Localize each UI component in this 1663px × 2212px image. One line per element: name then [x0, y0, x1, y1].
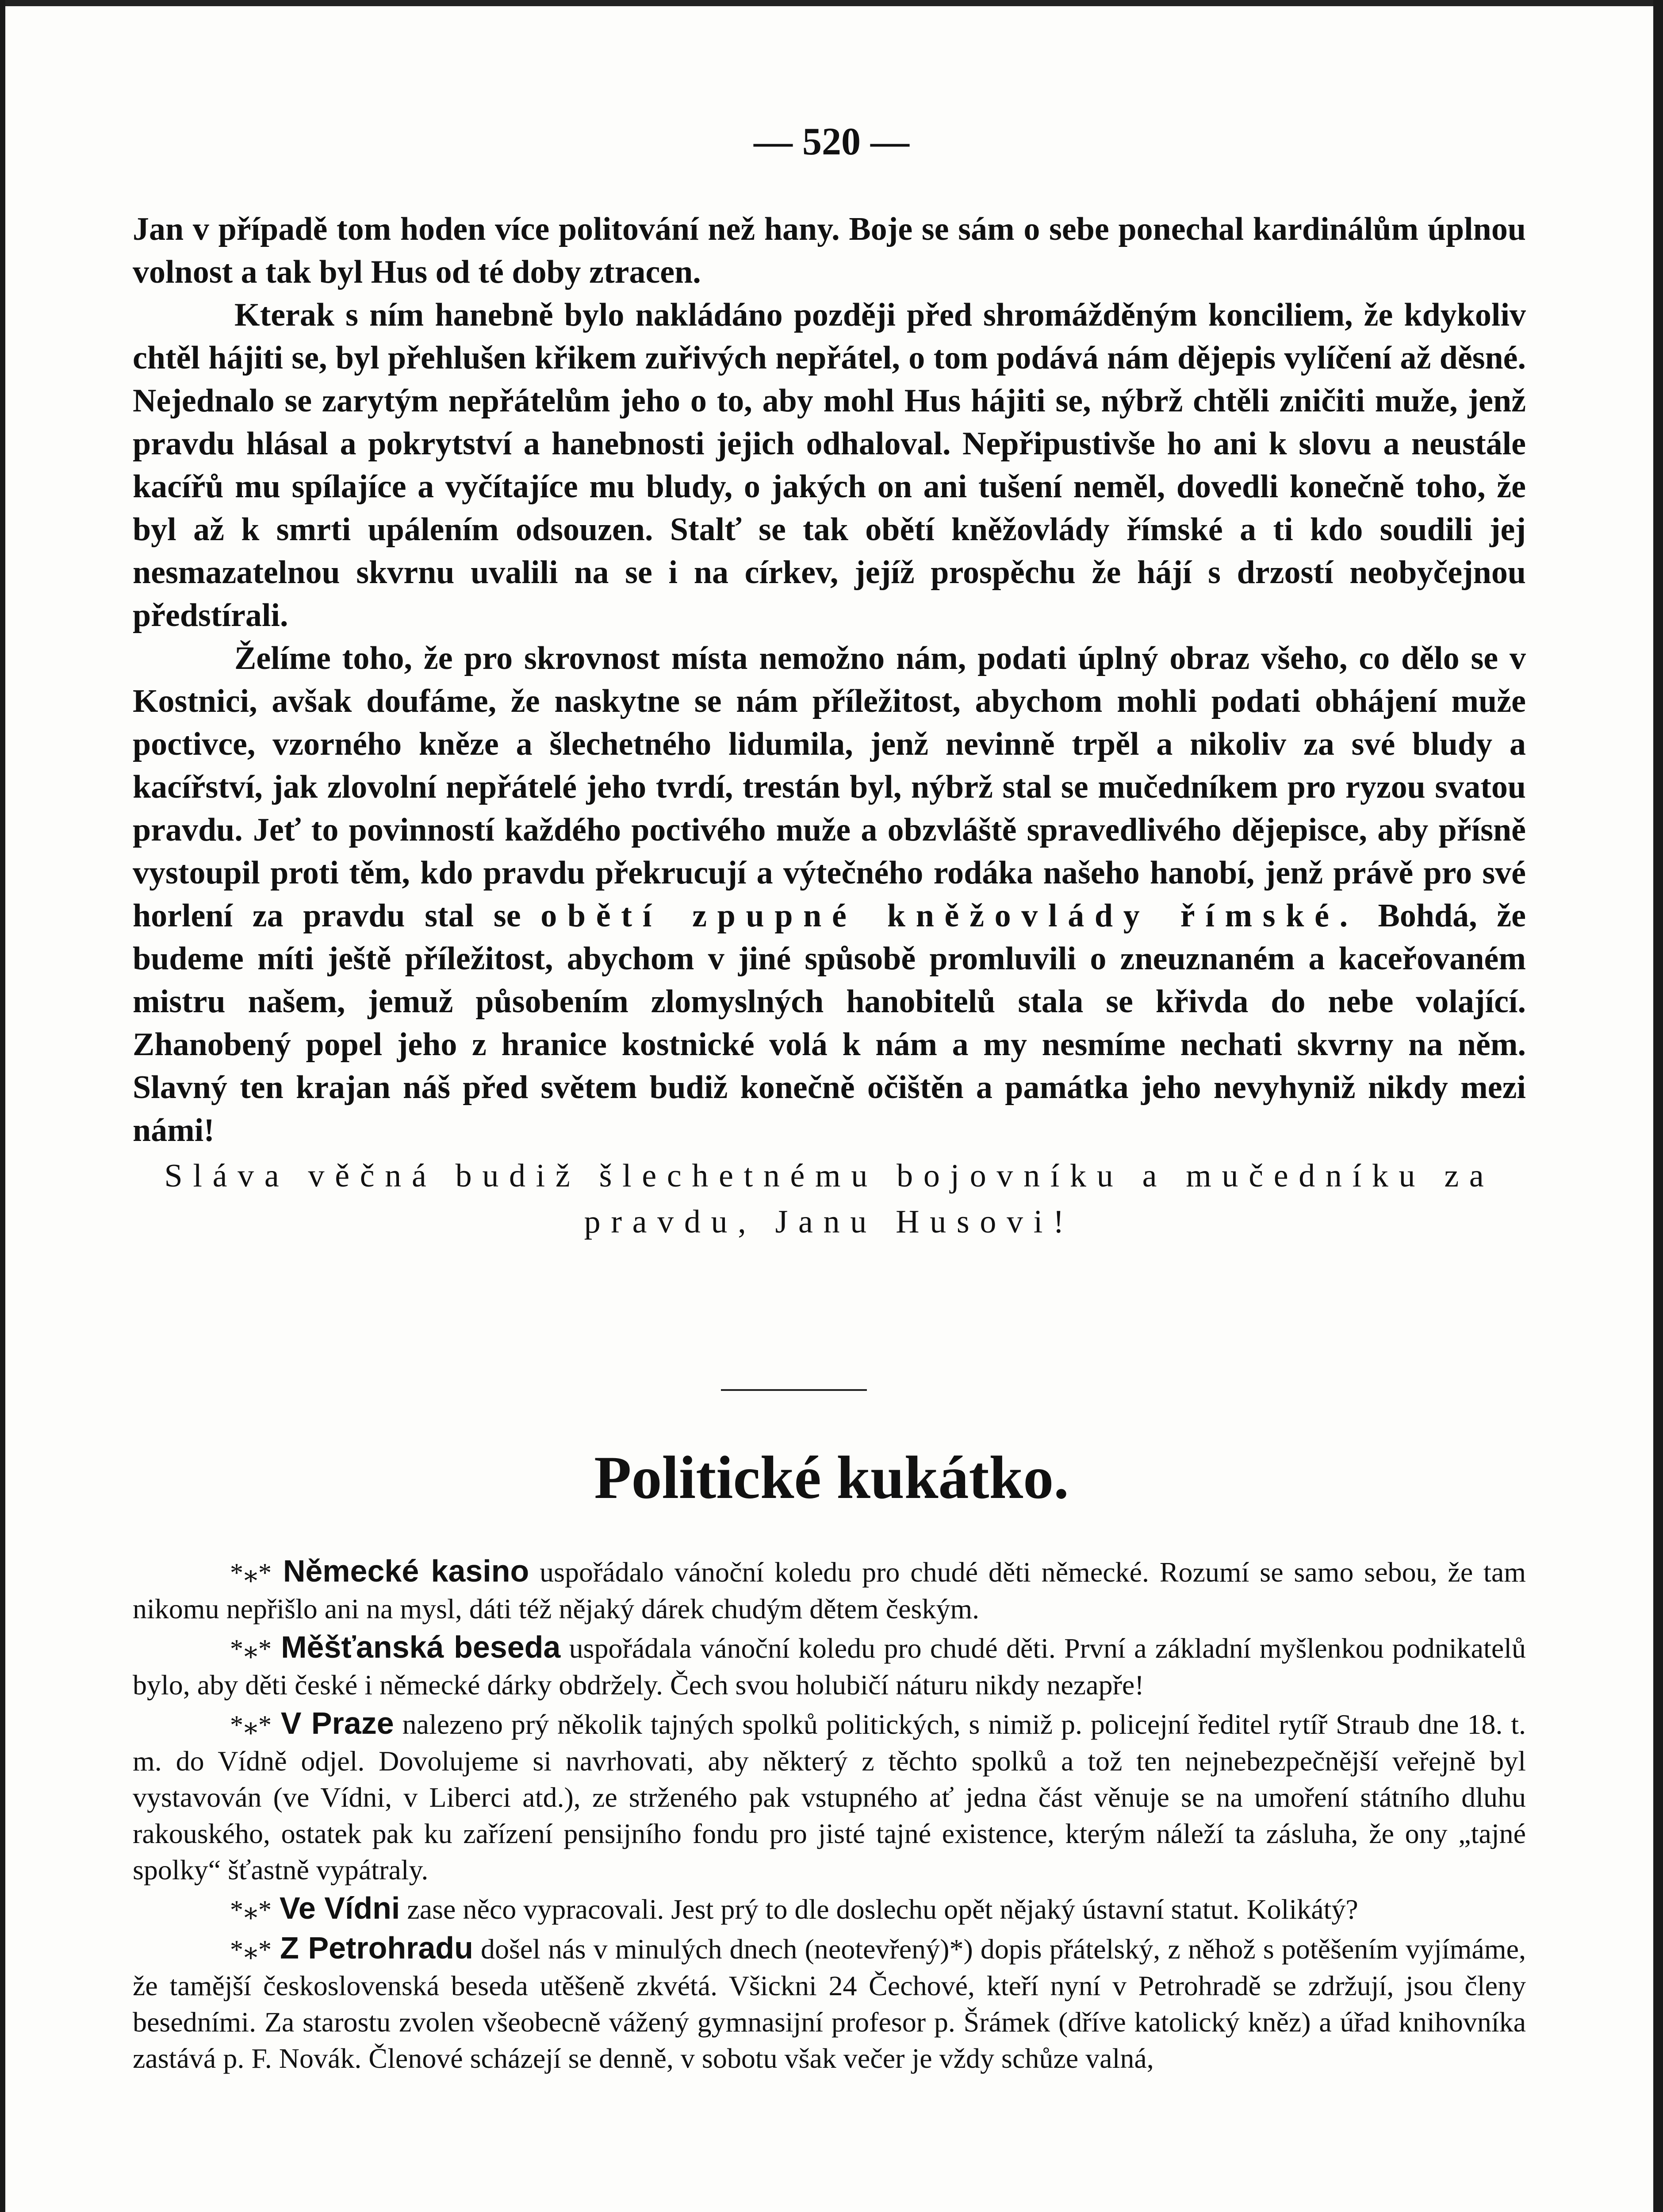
- asterism-mark: *⁎*: [230, 1558, 272, 1587]
- asterism-mark: *⁎*: [230, 1935, 272, 1964]
- article-paragraph-1: Jan v případě tom hoden více politování než hany. Boje se sám o sebe ponechal kardinálům úplnou volnost a tak byl Hus od té doby ztracen.: [133, 211, 1526, 290]
- closing-line-1: Sláva věčná budiž šlechetnému bojovníku a mučedníku za: [164, 1158, 1494, 1194]
- asterism-mark: *⁎*: [230, 1710, 272, 1740]
- news-item-text: došel nás v minulých dnech (neotevřený)*) dopis přátelský, z něhož s potěšením vyjímáme, že tamější československá beseda utěšeně zkvétá. Všickni 24 Čechové, kteří nyní v Petrohradě se zdržují, jsou členy besedními. Za starostu zvolen všeobecně vážený gymnasijní profesor p. Šrámek (dříve katolický kněz) a úřad knihovníka zastává p. F. Novák. Členové scházejí se denně, v sobotu však večer je vždy schůze valná,: [133, 1933, 1526, 2074]
- article-paragraph-2: Kterak s ním hanebně bylo nakládáno později před shromážděným konciliem, že kdykoliv chtěl hájiti se, byl přehlušen křikem zuřivých nepřátel, o tom podává nám dějepis vylíčení až děsné. Nejednalo se zarytým nepřátelům jeho o to, aby mohl Hus hájiti se, nýbrž chtěli zničiti muže, jenž pravdu hlásal a pokrytství a hanebnosti jejich odhaloval. Nepřipustivše ho ani k slovu a neustále kacířů mu spílajíce a vyčítajíce mu bludy, o jakých on ani tušení neměl, dovedli konečně toho, že byl až k smrti upálením odsouzen. Stalť se tak obětí kněžovlády římské a ti kdo soudili jej nesmazatelnou skvrnu uvalili na se i na církev, jejíž prospěchu že hájí s drzostí neobyčejnou předstírali.: [133, 297, 1526, 634]
- paragraph-3-text-after: Bohdá, že budeme míti ještě příležitost, abychom v jiné spůsobě promluvili o zneuznaném a kaceřovaném mistru našem, jemuž působením zlomyslných hanobitelů stala se křivda do nebe volající. Zhanobený popel jeho z hranice kostnické volá k nám a my nesmíme nechati skvrny na něm. Slavný ten krajan náš před světem budiž konečně očištěn a památka jeho nevyhyniž nikdy mezi námi!: [133, 898, 1526, 1148]
- news-item-lead: Z Petrohradu: [280, 1931, 473, 1965]
- article-body: [133, 208, 1526, 1244]
- news-item-text: uspořádala vánoční koledu pro chudé děti. První a základní myšlenkou podnikatelů bylo, aby děti české i německé dárky obdržely. Čech svou holubičí náturu nikdy nezapře!: [133, 1632, 1526, 1701]
- news-item-text: nalezeno prý několik tajných spolků politických, s nimiž p. policejní ředitel rytíř Straub dne 18. t. m. do Vídně odjel. Dovolujeme si navrhovati, aby některý z těchto spolků a tož ten nejnebezpečnější veřejně byl vystavován (ve Vídni, v Liberci atd.), ze strženého pak vstupného ať jedna část věnuje se na umoření státního dluhu rakouského, ostatek pak ku zařízení pensijního fondu pro jisté tajné existence, kterým náleží ta zásluha, že ony „tajné spolky“ šťastně vypátraly.: [133, 1709, 1526, 1886]
- news-item: [133, 1553, 1526, 1627]
- news-item-lead: Německé kasino: [283, 1554, 529, 1588]
- page-number: — 520 —: [754, 120, 909, 163]
- asterism-mark: *⁎*: [230, 1634, 272, 1663]
- news-item-text: uspořádalo vánoční koledu pro chudé děti německé. Rozumí se samo sebou, že tam nikomu nepřišlo ani na mysl, dáti též nějaký dárek chudým dětem českým.: [133, 1556, 1526, 1624]
- closing-line-2: pravdu, Janu Husovi!: [584, 1204, 1075, 1240]
- news-item: [133, 1930, 1526, 2077]
- news-item-lead: V Praze: [280, 1706, 394, 1740]
- scan-border-top: [0, 0, 1663, 6]
- paragraph-3-text-before: Želíme toho, že pro skrovnost místa nemožno nám, podati úplný obraz všeho, co dělo se v Kostnici, avšak doufáme, že naskytne se nám příležitost, abychom mohli podati obhájení muže poctivce, vzorného kněze a šlechetného lidumila, jenž nevinně trpěl a nikoliv za své bludy a kacířství, jak zlovolní nepřátelé jeho tvrdí, trestán byl, nýbrž stal se mučedníkem pro ryzou svatou pravdu. Jeť to povinností každého poctivého muže a obzvláště spravedlivého dějepisce, aby přísně vystoupil proti těm, kdo pravdu překrucují a výtečného rodáka našeho hanobí, jenž právě pro své horlení za pravdu stal se: [133, 640, 1526, 934]
- news-item: [133, 1705, 1526, 1888]
- news-item-lead: Měšťanská beseda: [281, 1630, 561, 1664]
- news-item-text: zase něco vypracovali. Jest prý to dle doslechu opět nějaký ústavní statut. Kolikátý?: [400, 1893, 1358, 1925]
- news-item: [133, 1890, 1526, 1928]
- section-divider: [721, 1389, 867, 1391]
- news-column: [133, 1553, 1526, 2078]
- scan-border-left: [0, 0, 5, 2212]
- section-title: Politické kukátko.: [594, 1444, 1069, 1511]
- asterism-mark: *⁎*: [230, 1895, 272, 1924]
- scan-border-right: [1653, 0, 1663, 2212]
- news-item: [133, 1629, 1526, 1703]
- paragraph-3-spaced-emphasis: obětí zpupné kněžovlády římské.: [540, 898, 1358, 934]
- news-item-lead: Ve Vídni: [280, 1891, 400, 1925]
- article-paragraph-3: [133, 637, 1526, 1152]
